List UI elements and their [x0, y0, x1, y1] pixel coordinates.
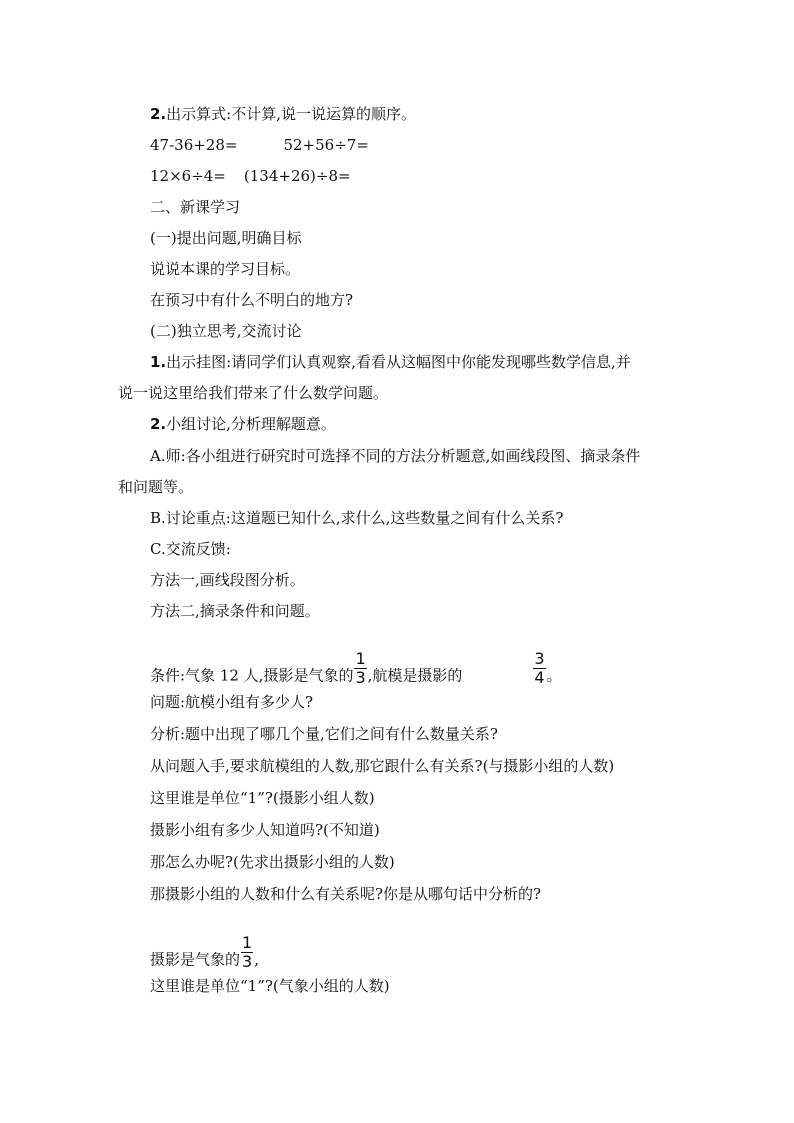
analysis-line: 分析:题中出现了哪几个量,它们之间有什么数量关系? — [150, 725, 498, 743]
step-2-group-discussion — [150, 414, 336, 434]
step-text: 出示算式:不计算,说一说运算的顺序。 — [166, 105, 416, 123]
subsection-heading-2: (二)独立思考,交流讨论 — [150, 322, 302, 340]
expression-row-1 — [150, 135, 369, 155]
condition-text: 。 — [546, 666, 562, 685]
paragraph-text: 摄影是气象的 — [150, 950, 241, 969]
paragraph-continuation: 说一说这里给我们带来了什么数学问题。 — [118, 384, 389, 402]
step-number: 1. — [150, 353, 167, 371]
method-two: 方法二,摘录条件和问题。 — [150, 602, 320, 620]
paragraph: 这里谁是单位“1”?(气象小组的人数) — [150, 977, 390, 995]
item-b: B.讨论重点:这道题已知什么,求什么,这些数量之间有什么关系? — [150, 509, 564, 527]
paragraph: 在预习中有什么不明白的地方? — [150, 291, 354, 309]
item-a: A.师:各小组进行研究时可选择不同的方法分析题意,如画线段图、摘录条件 — [150, 447, 641, 465]
paragraph: 那怎么办呢?(先求出摄影小组的人数) — [150, 853, 395, 871]
paragraph: 摄影小组有多少人知道吗?(不知道) — [150, 821, 380, 839]
expression: 52+56÷7= — [283, 136, 369, 154]
fraction-one-third: $\frac{1}{3}$ — [242, 933, 253, 971]
condition-text: ,航模是摄影的 — [367, 666, 463, 685]
expression: (134+26)÷8= — [243, 167, 351, 185]
step-2-show-expressions — [150, 104, 416, 124]
fraction-one-third: $\frac{1}{3}$ — [355, 649, 366, 687]
paragraph: 说说本课的学习目标。 — [150, 260, 301, 278]
paragraph-text: , — [254, 950, 259, 969]
step-number: 2. — [150, 415, 167, 433]
step-number: 2. — [150, 105, 167, 123]
paragraph: 那摄影小组的人数和什么有关系呢?你是从哪句话中分析的? — [150, 885, 542, 903]
fraction-three-quarters: $\frac{3}{4}$ — [534, 649, 545, 687]
step-text: 出示挂图:请同学们认真观察,看看从这幅图中你能发现哪些数学信息,并 — [166, 353, 631, 371]
condition-line — [150, 649, 562, 695]
paragraph: 从问题入手,要求航模组的人数,那它跟什么有关系?(与摄影小组的人数) — [150, 757, 615, 775]
step-1-show-picture — [150, 352, 631, 372]
question-line: 问题:航模小组有多少人? — [150, 693, 314, 711]
expression: 12×6÷4= — [150, 167, 226, 185]
item-c: C.交流反馈: — [150, 540, 231, 558]
paragraph-continuation: 和问题等。 — [118, 478, 194, 496]
subsection-heading-1: (一)提出问题,明确目标 — [150, 229, 302, 247]
photography-fraction-line — [150, 933, 259, 979]
method-one: 方法一,画线段图分析。 — [150, 571, 305, 589]
expression-row-2 — [150, 166, 351, 186]
expression: 47-36+28= — [150, 136, 238, 154]
condition-text: 条件:气象 12 人,摄影是气象的 — [150, 666, 354, 685]
paragraph: 这里谁是单位“1”?(摄影小组人数) — [150, 789, 375, 807]
section-heading-new-lesson: 二、新课学习 — [150, 198, 241, 216]
step-text: 小组讨论,分析理解题意。 — [166, 415, 336, 433]
